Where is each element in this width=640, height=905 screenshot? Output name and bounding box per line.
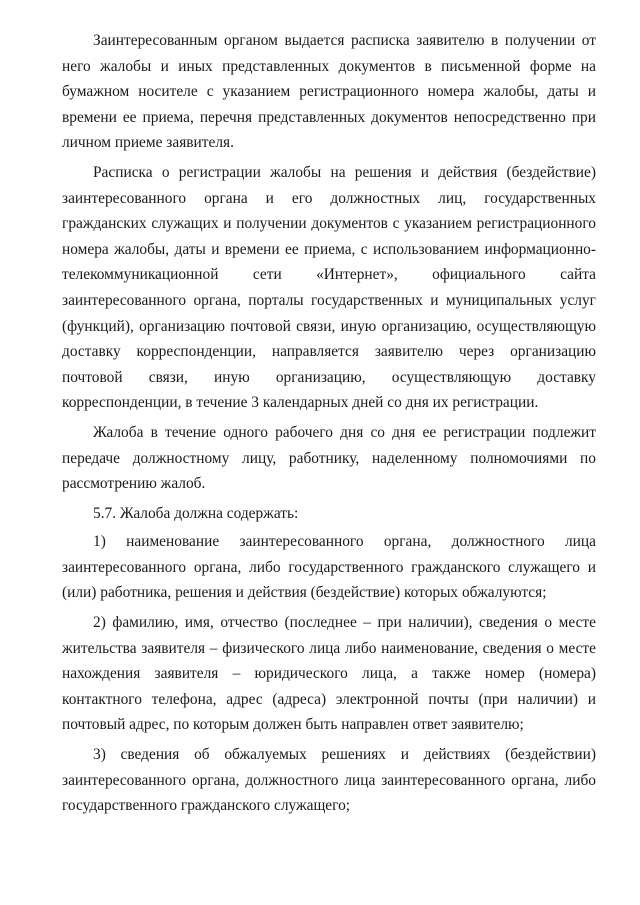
paragraph-complaint-transfer: Жалоба в течение одного рабочего дня со дня ее регистрации подлежит передаче должностному лицу, работнику, наделенному полномочиями по рассмотрению жалоб. <box>62 423 596 493</box>
paragraph-section-5-7: 5.7. Жалоба должна содержать: <box>93 504 299 522</box>
list-item-3: 3) сведения об обжалуемых решениях и действиях (бездействии) заинтересованного органа, должностного лица заинтересованного органа, либо государственного гражданского служащего; <box>62 746 596 815</box>
paragraph-receipt-issuance: Заинтересованным органом выдается расписка заявителю в получении от него жалобы и иных представленных документов в письменной форме на бумажном носителе с указанием регистрационного номера жалобы, даты и времени ее приема, перечня представленных документов непосредственно при личном приеме заявителя. <box>62 32 596 152</box>
list-item-1: 1) наименование заинтересованного органа, должностного лица заинтересованного органа, либо государственного гражданского служащего и (или) работника, решения и действия (бездействие) которых обжалуются; <box>62 533 596 602</box>
document-page <box>62 28 596 823</box>
list-item-2: 2) фамилию, имя, отчество (последнее – при наличии), сведения о месте жительства заявителя – физического лица либо наименование, сведения о месте нахождения заявителя – юридического лица, а также номер (номера) контактного телефона, адрес (адреса) электронной почты (при наличии) и почтовый адрес, по которым должен быть направлен ответ заявителю; <box>62 614 596 734</box>
paragraph-receipt-online: Расписка о регистрации жалобы на решения и действия (бездействие) заинтересованного органа и его должностных лиц, государственных гражданских служащих и получении документов с указанием регистрационного номера жалобы, даты и времени ее приема, с использованием информационно-телекоммуникационной сети «Интернет», официального сайта заинтересованного органа, порталы государственных и муниципальных услуг (функций), организацию почтовой связи, иную организацию, осуществляющую доставку корреспонденции, направляется заявителю через организацию почтовой связи, иную организацию, осуществляющую доставку корреспонденции, в течение 3 календарных дней со дня их регистрации. <box>62 163 596 412</box>
